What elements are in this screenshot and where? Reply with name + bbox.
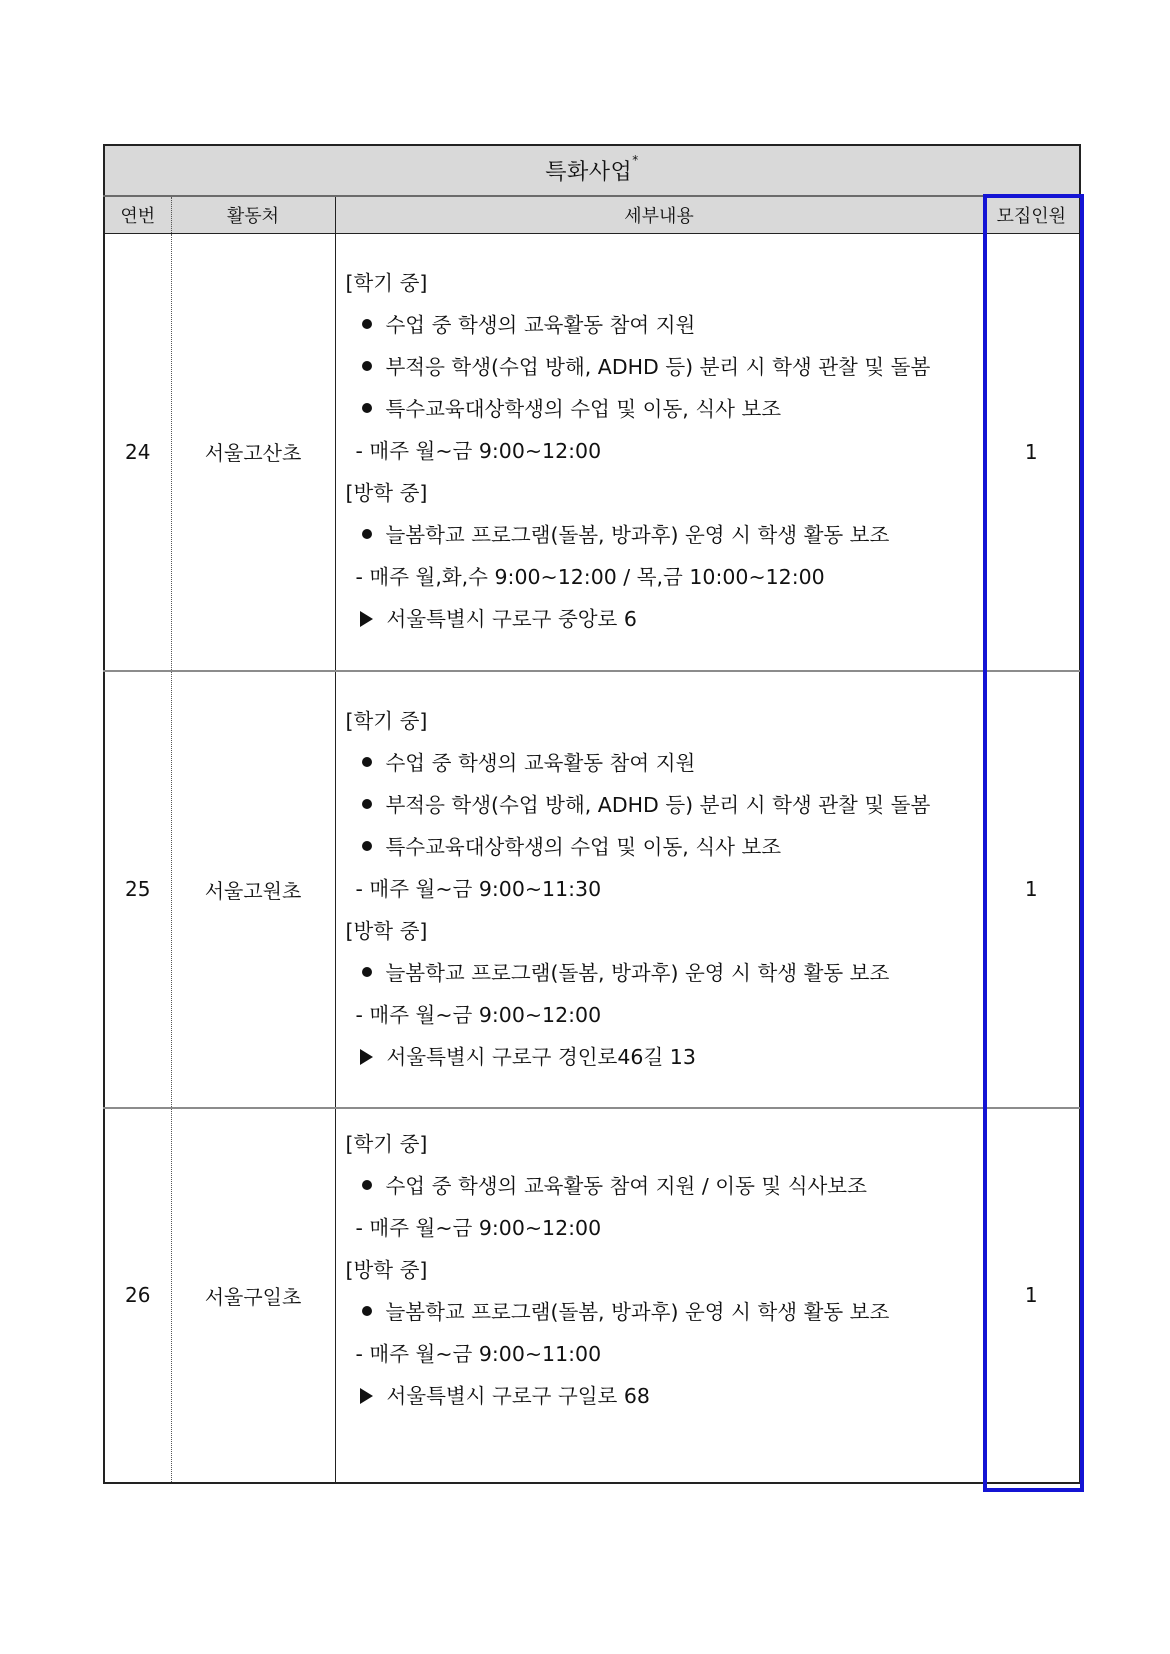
detail-bullet bbox=[346, 1291, 983, 1333]
detail-bullet bbox=[346, 1165, 983, 1207]
detail-schedule: - 매주 월~금 9:00~11:30 bbox=[355, 876, 602, 901]
detail-bullet bbox=[346, 784, 983, 826]
detail-bullet bbox=[346, 514, 983, 556]
detail-schedule: - 매주 월,화,수 9:00~12:00 / 목,금 10:00~12:00 bbox=[355, 565, 825, 589]
recruitment-table bbox=[103, 144, 1081, 1484]
row-place: 서울고원초 bbox=[171, 671, 335, 1108]
detail-bullet-text: 늘봄학교 프로그램(돌봄, 방과후) 운영 시 학생 활동 보조 bbox=[385, 523, 890, 547]
footnote-mark: * bbox=[632, 153, 639, 167]
detail-schedule: - 매주 월~금 9:00~12:00 bbox=[355, 1215, 602, 1240]
row-count: 1 bbox=[983, 234, 1080, 671]
detail-block bbox=[336, 234, 983, 640]
detail-address-text: 서울특별시 구로구 중앙로 6 bbox=[386, 607, 637, 631]
bullet-icon bbox=[362, 403, 372, 413]
detail-bullet bbox=[346, 388, 983, 430]
detail-section-label: [학기 중] bbox=[345, 708, 428, 733]
table-row bbox=[104, 234, 1080, 671]
detail-bullet-text: 부적응 학생(수업 방해, ADHD 등) 분리 시 학생 관찰 및 돌봄 bbox=[385, 792, 931, 817]
row-number: 24 bbox=[104, 234, 171, 671]
bullet-icon bbox=[362, 841, 372, 851]
detail-block bbox=[336, 672, 983, 1078]
bullet-icon bbox=[362, 967, 372, 977]
detail-block bbox=[336, 1109, 983, 1417]
detail-schedule: - 매주 월~금 9:00~12:00 bbox=[355, 439, 602, 463]
row-detail bbox=[335, 234, 983, 671]
bullet-icon bbox=[362, 529, 372, 539]
detail-bullet bbox=[346, 346, 983, 388]
column-header-row bbox=[104, 196, 1080, 234]
detail-bullet-text: 수업 중 학생의 교육활동 참여 지원 bbox=[385, 313, 696, 337]
detail-bullet-text: 수업 중 학생의 교육활동 참여 지원 / 이동 및 식사보조 bbox=[385, 1173, 867, 1198]
detail-section-label: [방학 중] bbox=[345, 1257, 428, 1282]
row-number: 25 bbox=[104, 671, 171, 1108]
detail-section-label: [학기 중] bbox=[345, 1131, 428, 1156]
bullet-icon bbox=[362, 799, 372, 809]
row-detail bbox=[335, 671, 983, 1108]
table-row bbox=[104, 1108, 1080, 1483]
detail-address bbox=[346, 598, 983, 640]
detail-address bbox=[346, 1036, 983, 1078]
row-count: 1 bbox=[983, 671, 1080, 1108]
triangle-right-icon bbox=[360, 611, 373, 627]
bullet-icon bbox=[362, 1180, 372, 1190]
detail-schedule: - 매주 월~금 9:00~11:00 bbox=[355, 1341, 602, 1366]
row-detail bbox=[335, 1108, 983, 1483]
detail-bullet bbox=[346, 952, 983, 994]
detail-bullet-text: 수업 중 학생의 교육활동 참여 지원 bbox=[385, 750, 696, 775]
detail-schedule: - 매주 월~금 9:00~12:00 bbox=[355, 1002, 602, 1027]
bullet-icon bbox=[362, 361, 372, 371]
detail-section-label: [방학 중] bbox=[345, 481, 428, 505]
table-row bbox=[104, 671, 1080, 1108]
detail-bullet bbox=[346, 826, 983, 868]
bullet-icon bbox=[362, 757, 372, 767]
detail-bullet-text: 늘봄학교 프로그램(돌봄, 방과후) 운영 시 학생 활동 보조 bbox=[385, 1299, 890, 1324]
detail-bullet-text: 부적응 학생(수업 방해, ADHD 등) 분리 시 학생 관찰 및 돌봄 bbox=[385, 355, 931, 379]
detail-bullet-text: 특수교육대상학생의 수업 및 이동, 식사 보조 bbox=[385, 834, 782, 859]
detail-address-text: 서울특별시 구로구 경인로46길 13 bbox=[386, 1044, 696, 1069]
table-title bbox=[104, 145, 1080, 196]
row-place: 서울구일초 bbox=[171, 1108, 335, 1483]
detail-bullet-text: 늘봄학교 프로그램(돌봄, 방과후) 운영 시 학생 활동 보조 bbox=[385, 960, 890, 985]
table-title-row bbox=[104, 145, 1080, 196]
bullet-icon bbox=[362, 1306, 372, 1316]
detail-section-label: [학기 중] bbox=[345, 271, 428, 295]
detail-bullet bbox=[346, 304, 983, 346]
table-title-text: 특화사업 bbox=[545, 160, 633, 185]
row-count: 1 bbox=[1024, 1283, 1038, 1307]
detail-bullet-text: 특수교육대상학생의 수업 및 이동, 식사 보조 bbox=[385, 397, 782, 421]
bullet-icon bbox=[362, 319, 372, 329]
header-count: 모집인원 bbox=[983, 196, 1080, 234]
triangle-right-icon bbox=[360, 1388, 373, 1404]
detail-bullet bbox=[346, 742, 983, 784]
detail-address bbox=[346, 1375, 983, 1417]
header-place: 활동처 bbox=[171, 196, 335, 234]
header-detail: 세부내용 bbox=[335, 196, 983, 234]
header-no: 연번 bbox=[104, 196, 171, 234]
triangle-right-icon bbox=[360, 1049, 373, 1065]
detail-section-label: [방학 중] bbox=[345, 918, 428, 943]
row-number: 26 bbox=[104, 1108, 171, 1483]
detail-address-text: 서울특별시 구로구 구일로 68 bbox=[386, 1383, 650, 1408]
row-place: 서울고산초 bbox=[171, 234, 335, 671]
